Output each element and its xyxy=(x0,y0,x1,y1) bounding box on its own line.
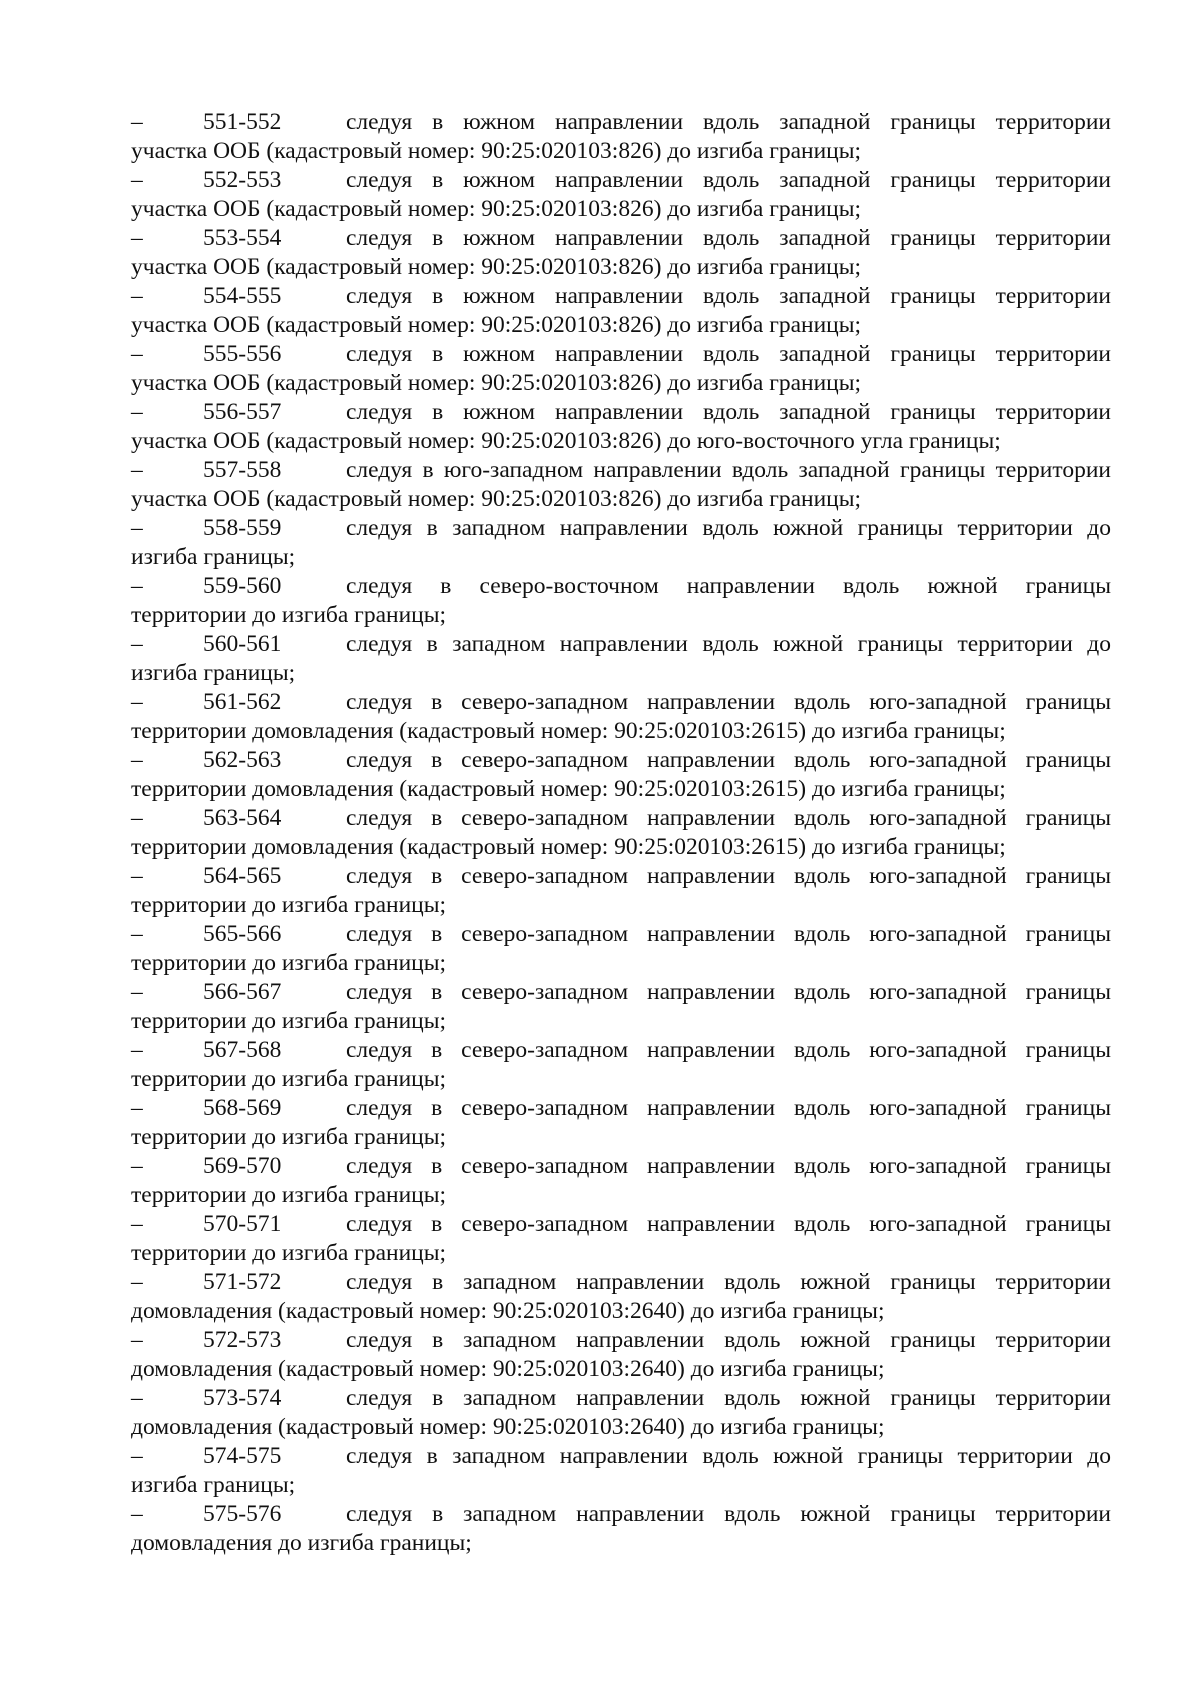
list-dash: – xyxy=(131,341,143,367)
point-range: 565-566 xyxy=(203,921,282,947)
segment-description-start: следуя в северо-восточном направлении вдоль южной границы xyxy=(346,573,1111,599)
boundary-segment-entry xyxy=(131,1036,1111,1094)
entry-first-line xyxy=(131,398,1111,427)
list-dash: – xyxy=(131,1269,143,1295)
boundary-segment-entry xyxy=(131,108,1111,166)
boundary-segment-entry xyxy=(131,688,1111,746)
boundary-segment-entry xyxy=(131,1210,1111,1268)
point-range: 558-559 xyxy=(203,515,282,541)
list-dash: – xyxy=(131,921,143,947)
segment-description-start: следуя в западном направлении вдоль южной границы территории xyxy=(346,1385,1111,1411)
segment-description-start: следуя в западном направлении вдоль южной границы территории до xyxy=(346,631,1111,657)
point-range: 571-572 xyxy=(203,1269,282,1295)
boundary-segment-entry xyxy=(131,862,1111,920)
segment-description-continuation: домовладения (кадастровый номер: 90:25:020103:2640) до изгиба границы; xyxy=(131,1414,885,1440)
boundary-segment-entry xyxy=(131,1384,1111,1442)
point-range: 551-552 xyxy=(203,109,282,135)
segment-description-continuation: изгиба границы; xyxy=(131,544,296,570)
segment-description-continuation: территории до изгиба границы; xyxy=(131,1066,447,1092)
entry-first-line xyxy=(131,920,1111,949)
boundary-segment-entry xyxy=(131,340,1111,398)
point-range: 560-561 xyxy=(203,631,282,657)
segment-description-continuation: территории до изгиба границы; xyxy=(131,1240,447,1266)
boundary-segment-entry xyxy=(131,224,1111,282)
entry-first-line xyxy=(131,862,1111,891)
point-range: 555-556 xyxy=(203,341,282,367)
entry-first-line xyxy=(131,1036,1111,1065)
entry-first-line xyxy=(131,514,1111,543)
segment-description-continuation: домовладения (кадастровый номер: 90:25:020103:2640) до изгиба границы; xyxy=(131,1356,885,1382)
segment-description-start: следуя в южном направлении вдоль западной границы территории xyxy=(346,399,1111,425)
boundary-segment-entry xyxy=(131,514,1111,572)
segment-description-start: следуя в юго-западном направлении вдоль западной границы территории xyxy=(346,457,1111,483)
segment-description-start: следуя в западном направлении вдоль южной границы территории до xyxy=(346,515,1111,541)
list-dash: – xyxy=(131,225,143,251)
segment-description-continuation: территории до изгиба границы; xyxy=(131,950,447,976)
point-range: 552-553 xyxy=(203,167,282,193)
segment-description-continuation: территории до изгиба границы; xyxy=(131,1124,447,1150)
boundary-segment-entry xyxy=(131,978,1111,1036)
entry-first-line xyxy=(131,166,1111,195)
point-range: 556-557 xyxy=(203,399,282,425)
point-range: 562-563 xyxy=(203,747,282,773)
segment-description-start: следуя в северо-западном направлении вдоль юго-западной границы xyxy=(346,863,1111,889)
segment-description-start: следуя в северо-западном направлении вдоль юго-западной границы xyxy=(346,979,1111,1005)
segment-description-start: следуя в северо-западном направлении вдоль юго-западной границы xyxy=(346,747,1111,773)
segment-description-continuation: изгиба границы; xyxy=(131,660,296,686)
segment-description-start: следуя в южном направлении вдоль западной границы территории xyxy=(346,283,1111,309)
list-dash: – xyxy=(131,1443,143,1469)
list-dash: – xyxy=(131,283,143,309)
entry-first-line xyxy=(131,1442,1111,1471)
segment-description-start: следуя в северо-западном направлении вдоль юго-западной границы xyxy=(346,1095,1111,1121)
point-range: 573-574 xyxy=(203,1385,282,1411)
boundary-segment-entry xyxy=(131,166,1111,224)
list-dash: – xyxy=(131,631,143,657)
point-range: 572-573 xyxy=(203,1327,282,1353)
segment-description-continuation: участка ООБ (кадастровый номер: 90:25:020103:826) до юго-восточного угла границы; xyxy=(131,428,1001,454)
entry-first-line xyxy=(131,978,1111,1007)
segment-description-start: следуя в западном направлении вдоль южной границы территории до xyxy=(346,1443,1111,1469)
segment-description-start: следуя в южном направлении вдоль западной границы территории xyxy=(346,341,1111,367)
segment-description-continuation: участка ООБ (кадастровый номер: 90:25:020103:826) до изгиба границы; xyxy=(131,312,862,338)
list-dash: – xyxy=(131,457,143,483)
point-range: 569-570 xyxy=(203,1153,282,1179)
segment-description-continuation: участка ООБ (кадастровый номер: 90:25:020103:826) до изгиба границы; xyxy=(131,370,862,396)
entry-first-line xyxy=(131,1384,1111,1413)
list-dash: – xyxy=(131,1385,143,1411)
segment-description-continuation: территории домовладения (кадастровый номер: 90:25:020103:2615) до изгиба границы; xyxy=(131,776,1006,802)
boundary-segment-entry xyxy=(131,1500,1111,1558)
point-range: 553-554 xyxy=(203,225,282,251)
list-dash: – xyxy=(131,979,143,1005)
point-range: 561-562 xyxy=(203,689,282,715)
point-range: 575-576 xyxy=(203,1501,282,1527)
point-range: 564-565 xyxy=(203,863,282,889)
boundary-segment-entry xyxy=(131,1268,1111,1326)
segment-description-continuation: участка ООБ (кадастровый номер: 90:25:020103:826) до изгиба границы; xyxy=(131,254,862,280)
segment-description-continuation: территории до изгиба границы; xyxy=(131,1008,447,1034)
entry-first-line xyxy=(131,1326,1111,1355)
boundary-segment-entry xyxy=(131,1326,1111,1384)
list-dash: – xyxy=(131,747,143,773)
point-range: 554-555 xyxy=(203,283,282,309)
point-range: 563-564 xyxy=(203,805,282,831)
list-dash: – xyxy=(131,1153,143,1179)
boundary-segment-entry xyxy=(131,456,1111,514)
boundary-segment-entry xyxy=(131,1152,1111,1210)
list-dash: – xyxy=(131,109,143,135)
segment-description-start: следуя в северо-западном направлении вдоль юго-западной границы xyxy=(346,1037,1111,1063)
list-dash: – xyxy=(131,1211,143,1237)
segment-description-continuation: изгиба границы; xyxy=(131,1472,296,1498)
entry-first-line xyxy=(131,572,1111,601)
segment-description-start: следуя в южном направлении вдоль западной границы территории xyxy=(346,225,1111,251)
entry-first-line xyxy=(131,456,1111,485)
boundary-segment-entry xyxy=(131,282,1111,340)
entry-first-line xyxy=(131,108,1111,137)
entry-first-line xyxy=(131,1094,1111,1123)
boundary-segment-entry xyxy=(131,920,1111,978)
segment-description-start: следуя в северо-западном направлении вдоль юго-западной границы xyxy=(346,805,1111,831)
segment-description-start: следуя в северо-западном направлении вдоль юго-западной границы xyxy=(346,1211,1111,1237)
entry-first-line xyxy=(131,630,1111,659)
point-range: 570-571 xyxy=(203,1211,282,1237)
segment-description-continuation: территории домовладения (кадастровый номер: 90:25:020103:2615) до изгиба границы; xyxy=(131,718,1006,744)
list-dash: – xyxy=(131,573,143,599)
segment-description-continuation: участка ООБ (кадастровый номер: 90:25:020103:826) до изгиба границы; xyxy=(131,196,862,222)
segment-description-continuation: территории до изгиба границы; xyxy=(131,892,447,918)
segment-description-continuation: территории домовладения (кадастровый номер: 90:25:020103:2615) до изгиба границы; xyxy=(131,834,1006,860)
point-range: 566-567 xyxy=(203,979,282,1005)
point-range: 559-560 xyxy=(203,573,282,599)
boundary-segment-entry xyxy=(131,746,1111,804)
point-range: 574-575 xyxy=(203,1443,282,1469)
entry-first-line xyxy=(131,340,1111,369)
segment-description-continuation: участка ООБ (кадастровый номер: 90:25:020103:826) до изгиба границы; xyxy=(131,486,862,512)
boundary-segment-entry xyxy=(131,1442,1111,1500)
entry-first-line xyxy=(131,804,1111,833)
list-dash: – xyxy=(131,167,143,193)
list-dash: – xyxy=(131,515,143,541)
point-range: 557-558 xyxy=(203,457,282,483)
segment-description-start: следуя в северо-западном направлении вдоль юго-западной границы xyxy=(346,689,1111,715)
segment-description-start: следуя в северо-западном направлении вдоль юго-западной границы xyxy=(346,921,1111,947)
segment-description-continuation: участка ООБ (кадастровый номер: 90:25:020103:826) до изгиба границы; xyxy=(131,138,862,164)
segment-description-continuation: домовладения до изгиба границы; xyxy=(131,1530,472,1556)
entry-first-line xyxy=(131,1152,1111,1181)
list-dash: – xyxy=(131,1037,143,1063)
point-range: 568-569 xyxy=(203,1095,282,1121)
entry-first-line xyxy=(131,1210,1111,1239)
segment-description-continuation: домовладения (кадастровый номер: 90:25:020103:2640) до изгиба границы; xyxy=(131,1298,885,1324)
list-dash: – xyxy=(131,1327,143,1353)
boundary-segment-entry xyxy=(131,804,1111,862)
list-dash: – xyxy=(131,1095,143,1121)
boundary-segment-entry xyxy=(131,1094,1111,1152)
entry-first-line xyxy=(131,282,1111,311)
list-dash: – xyxy=(131,863,143,889)
list-dash: – xyxy=(131,399,143,425)
segment-description-continuation: территории до изгиба границы; xyxy=(131,1182,447,1208)
entry-first-line xyxy=(131,224,1111,253)
entry-first-line xyxy=(131,688,1111,717)
segment-description-start: следуя в южном направлении вдоль западной границы территории xyxy=(346,109,1111,135)
segment-description-start: следуя в южном направлении вдоль западной границы территории xyxy=(346,167,1111,193)
boundary-segment-entry xyxy=(131,398,1111,456)
segment-description-start: следуя в северо-западном направлении вдоль юго-западной границы xyxy=(346,1153,1111,1179)
boundary-segment-entry xyxy=(131,572,1111,630)
segment-description-continuation: территории до изгиба границы; xyxy=(131,602,447,628)
segment-description-start: следуя в западном направлении вдоль южной границы территории xyxy=(346,1327,1111,1353)
point-range: 567-568 xyxy=(203,1037,282,1063)
segment-description-start: следуя в западном направлении вдоль южной границы территории xyxy=(346,1501,1111,1527)
entry-first-line xyxy=(131,1500,1111,1529)
segment-description-start: следуя в западном направлении вдоль южной границы территории xyxy=(346,1269,1111,1295)
list-dash: – xyxy=(131,805,143,831)
entry-first-line xyxy=(131,746,1111,775)
boundary-description-list xyxy=(131,108,1111,1558)
boundary-segment-entry xyxy=(131,630,1111,688)
list-dash: – xyxy=(131,689,143,715)
entry-first-line xyxy=(131,1268,1111,1297)
list-dash: – xyxy=(131,1501,143,1527)
